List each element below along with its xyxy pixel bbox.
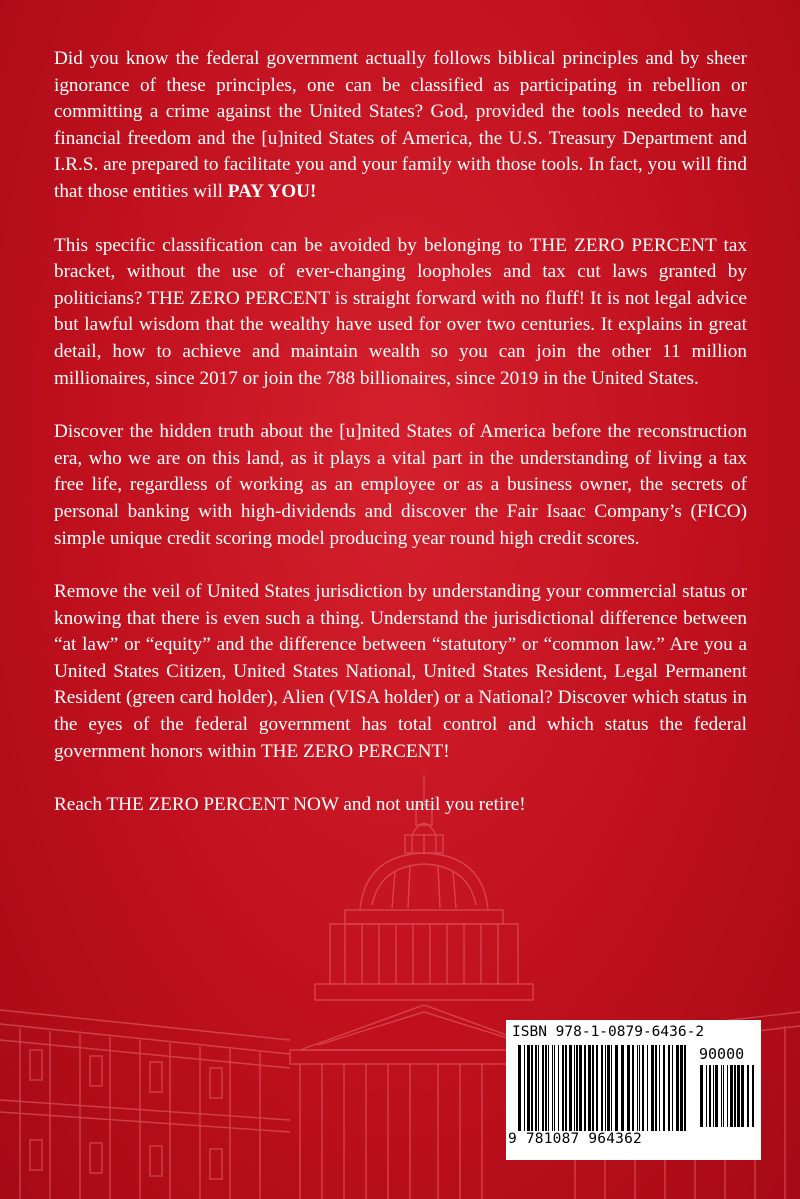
barcode-bar [723, 1065, 724, 1127]
barcode-bar [632, 1045, 634, 1131]
barcode-bar [715, 1065, 718, 1127]
barcode-bar [672, 1045, 673, 1131]
barcode-bar [752, 1065, 754, 1127]
barcode-bar [651, 1045, 654, 1131]
barcode-bar [621, 1045, 624, 1131]
barcode-bar [655, 1045, 657, 1131]
barcode-bar [592, 1045, 594, 1131]
barcode-bar [545, 1045, 547, 1131]
barcode-bar [535, 1045, 537, 1131]
barcode-bar [584, 1045, 586, 1131]
ean-digits: 9 781087 964362 [508, 1131, 642, 1147]
barcode-bar [734, 1065, 736, 1127]
barcode-bar [574, 1045, 575, 1131]
blurb-paragraph-4: Remove the veil of United States jurisdiction by understanding your commercial status or knowing that there is even such a thing. Understand the jurisdictional difference between “at law” or “equity” and the difference between “statutory” or “common law.” Are you a United States Citizen, United States National, United States Resident, Legal Permanent Resident (green card holder), Alien (VISA holder) or a National? Discover which status in the eyes of the federal government has total control and which status the federal government honors within THE ZERO PERCENT! [54, 581, 747, 762]
barcode-bar [676, 1045, 679, 1131]
barcode-bar [668, 1045, 670, 1131]
barcode-bar [713, 1065, 714, 1127]
barcode-bar [737, 1065, 740, 1127]
barcode-bar [700, 1065, 703, 1127]
barcode-bar [741, 1065, 744, 1127]
barcode-bar [639, 1045, 640, 1131]
barcode-bar [642, 1045, 644, 1131]
barcode-bar [615, 1045, 618, 1131]
blurb-paragraph-2: This specific classification can be avoided by belonging to THE ZERO PERCENT tax bracket, without the use of ever-changing loopholes and tax cut laws granted by politicians? THE ZERO PERCENT is straight forward with no fluff! It is not legal advice but lawful wisdom that the wealthy have used for over two centuries. It explains in great detail, how to achieve and maintain wealth so you can join the other 11 million millionaires, since 2017 or join the 788 billionaires, since 2019 in the United States. [54, 234, 747, 389]
barcode-bar [747, 1065, 749, 1127]
price-barcode-bars [700, 1065, 756, 1129]
barcode-bar [565, 1045, 567, 1131]
barcode-bar [562, 1045, 564, 1131]
barcode-bar [548, 1045, 549, 1131]
barcode-bar [627, 1045, 630, 1131]
ean-barcode-bars [518, 1045, 688, 1133]
barcode-bar [637, 1045, 638, 1131]
barcode-bar [709, 1065, 711, 1127]
blurb-paragraph-3: Discover the hidden truth about the [u]nited States of America before the reconstruction era, who we are on this land, as it plays a vital part in the understanding of living a tax free life, regardless of working as an employee or as a business owner, the secrets of personal banking with high-dividends and discover the Fair Isaac Company’s (FICO) simple unique credit scoring model producing year round high credit scores. [54, 421, 747, 549]
blurb-paragraph-1-text: Did you know the federal government actually follows biblical principles and by sheer ignorance of these principles, one can be classified as participating in rebellion or committing a crime against the United States? God, provided the tools needed to have financial freedom and the [u]nited States of America, the U.S. Treasury Department and I.R.S. are prepared to facilitate you and your family with those tools. In fact, you will find that those entities will [54, 48, 747, 202]
barcode-bar [663, 1045, 665, 1131]
barcode-bar [552, 1045, 553, 1131]
barcode-bar [542, 1045, 544, 1131]
barcode-bar [647, 1045, 648, 1131]
barcode-bar [524, 1045, 525, 1131]
barcode-bar [569, 1045, 572, 1131]
barcode-bar [558, 1045, 559, 1131]
isbn-barcode-box [506, 1020, 761, 1160]
barcode-bar [518, 1045, 521, 1131]
barcode-bar [588, 1045, 591, 1131]
barcode-bar [554, 1045, 555, 1131]
price-code: 90000 [699, 1045, 745, 1063]
barcode-bar [611, 1045, 612, 1131]
barcode-bar [721, 1065, 722, 1127]
barcode-bar [680, 1045, 683, 1131]
barcode-bar [531, 1045, 533, 1131]
blurb-paragraph-5: Reach THE ZERO PERCENT NOW and not until you retire! [54, 794, 526, 816]
barcode-bar [538, 1045, 539, 1131]
barcode-bar [659, 1045, 660, 1131]
barcode-bar [601, 1045, 603, 1131]
barcode-bar [579, 1045, 582, 1131]
barcode-bar [605, 1045, 606, 1131]
barcode-bar [607, 1045, 610, 1131]
barcode-bar [727, 1065, 728, 1127]
isbn-label: ISBN 978-1-0879-6436-2 [512, 1024, 705, 1040]
barcode-bar [706, 1065, 707, 1127]
barcode-bar [576, 1045, 578, 1131]
blurb-pay-you-emphasis: PAY YOU! [227, 180, 317, 202]
barcode-bar [596, 1045, 598, 1131]
back-cover-blurb [54, 46, 747, 846]
blurb-paragraph-1 [54, 46, 747, 206]
barcode-bar [684, 1045, 686, 1131]
barcode-bar [527, 1045, 530, 1131]
barcode-bar [730, 1065, 733, 1127]
